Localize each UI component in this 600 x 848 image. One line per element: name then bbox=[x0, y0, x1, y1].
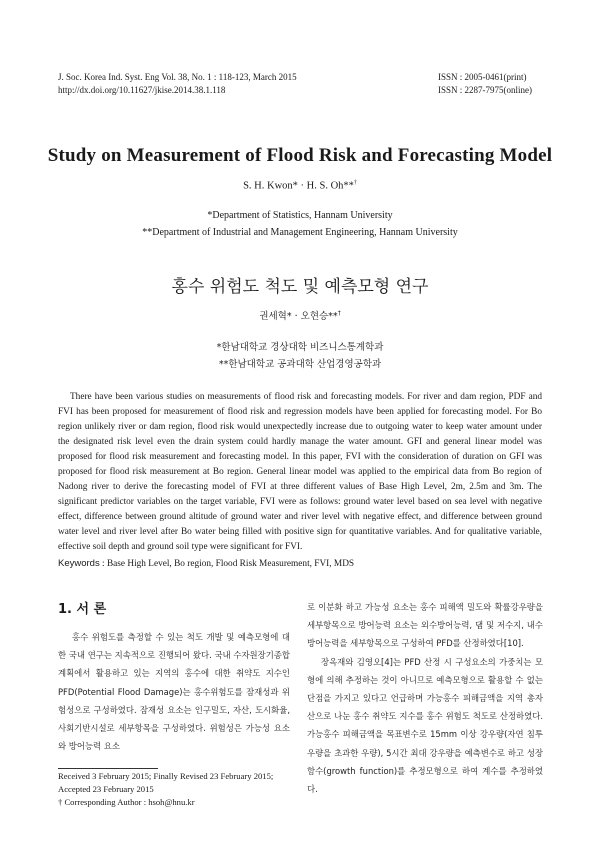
footnote-rule bbox=[58, 768, 158, 769]
corresponding-mark-ko: † bbox=[337, 309, 341, 317]
authors-en bbox=[0, 180, 600, 192]
left-column bbox=[58, 628, 290, 755]
author-names-en: S. H. Kwon* · H. S. Oh** bbox=[243, 180, 354, 192]
authors-ko bbox=[0, 308, 600, 322]
footnotes bbox=[58, 770, 298, 809]
keywords-line bbox=[58, 558, 542, 569]
paper-title-en: Study on Measurement of Flood Risk and Forecasting Model bbox=[47, 145, 553, 166]
keywords-list: : Base High Level, Bo region, Flood Risk Measurement, FVI, MDS bbox=[102, 559, 355, 569]
section-title: 1. 서 론 bbox=[58, 602, 107, 617]
journal-header bbox=[58, 71, 388, 97]
corresponding-mark-en: † bbox=[353, 180, 357, 186]
issn-print: ISSN : 2005-0461(print) bbox=[438, 72, 527, 82]
keywords-label: Keywords bbox=[58, 558, 100, 569]
intro-paragraph-1: 홍수 위험도를 측정할 수 있는 척도 개발 및 예측모형에 대한 국내 연구는 지속적으로 진행되어 왔다. 국내 수자원장기종합계획에서 활용하고 있는 지역의 홍수에 대한 취약도 지수인 PFD(Potential Flood Damage)는 홍수위험도를 잠재성과 위험성으로 구성하였다. 잠재성 요소는 인구밀도, 자산, 도시화율, 사회기반시설로 세부항목을 구성하였다. 위험성은 가능성 요소와 방어능력 요소 bbox=[58, 632, 290, 752]
corresponding-author: † Corresponding Author : hsoh@hnu.kr bbox=[58, 797, 195, 807]
affiliation-en-1: *Department of Statistics, Hannam University bbox=[207, 210, 393, 221]
affiliation-ko-2: **한남대학교 공과대학 산업경영공학과 bbox=[218, 359, 382, 370]
abstract: There have been various studies on measurements of flood risk and forecasting models. For river and dam region, PDF and FVI has been proposed for measurement of flood risk and regression models have been applied for forecasting model. For Bo region unlikely river or dam region, flood risk would unexpectedly increase due to outgoing water to keep water amount under the designated risk level even the drain system could hardly manage the water amount. GFI and general linear model was proposed for flood risk measurement and forecasting model. In this paper, FVI with the consideration of duration on GFI was proposed for flood risk measurement at Bo region. General linear model was applied to the empirical data from Bo region of Nadong river to derive the forecasting model of FVI at three different values of Base High Level, 2m, 2.5m and 3m. The significant predictor variables on the target variable, FVI were as follows: ground water level based on sea level with negative effect, difference between ground altitude of ground water and river level with negative effect, and difference between ground water level and river level after Bo water being filled with positive sign for quantitative variables. And for qualitative variable, effective soil depth and ground soil type were significant for FVI. bbox=[58, 392, 542, 552]
right-column bbox=[307, 598, 543, 798]
paper-title-ko: 홍수 위험도 척도 및 예측모형 연구 bbox=[171, 277, 429, 297]
received-line: Received 3 February 2015; Finally Revised 23 February 2015; bbox=[58, 771, 274, 781]
affiliation-ko-1: *한남대학교 경상대학 비즈니스통계학과 bbox=[216, 342, 384, 353]
issn-online: ISSN : 2287-7975(online) bbox=[438, 85, 532, 95]
doi-link[interactable]: http://dx.doi.org/10.11627/jkise.2014.38.1.118 bbox=[58, 85, 226, 95]
accepted-line: Accepted 23 February 2015 bbox=[58, 784, 154, 794]
intro-paragraph-continued: 로 이분화 하고 가능성 요소는 홍수 피해액 밀도와 확률강우량을 세부항목으로 방어능력 요소는 외수방어능력, 댐 및 저수지, 내수방어능력을 세부항목으로 구성하여 PFD를 산정하였다[10]. bbox=[307, 602, 543, 649]
affiliation-en-2: **Department of Industrial and Management Engineering, Hannam University bbox=[142, 227, 458, 238]
intro-paragraph-2: 장옥재와 김영오[4]는 PFD 산정 시 구성요소의 가중치는 모형에 의해 추정하는 것이 아니므로 예측모형으로 활용할 수 없는 단점을 가지고 있다고 언급하며 가능홍수 피해금액을 지역 총자산으로 나눈 홍수 취약도 지수를 홍수 위험도 척도로 산정하였다. 가능홍수 피해금액을 목표변수로 15mm 이상 강우량(자연 침투 우량을 초과한 우량), 5시간 최대 강우량을 예측변수로 하고 성장함수(growth function)를 추정모형으로 하여 계수를 추정하였다. bbox=[307, 656, 543, 795]
issn-block bbox=[438, 71, 558, 97]
author-names-ko: 권세혁* · 오현승** bbox=[259, 311, 338, 322]
journal-citation: J. Soc. Korea Ind. Syst. Eng Vol. 38, No. 1 : 118-123, March 2015 bbox=[58, 72, 297, 82]
